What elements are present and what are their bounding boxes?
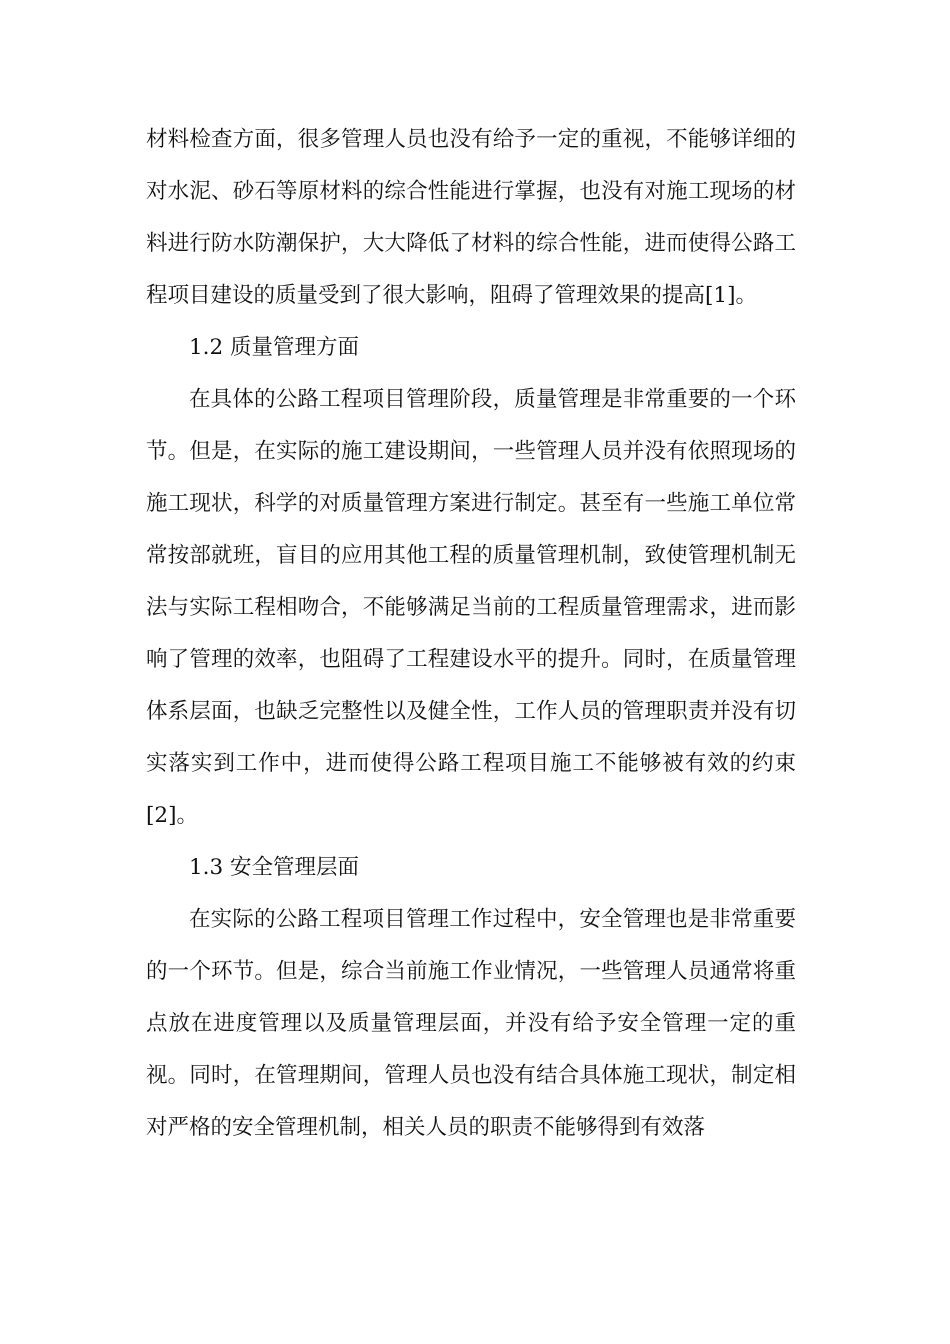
section-heading-safety-management: 1.3 安全管理层面 <box>189 855 360 880</box>
paragraph-quality-management: 在具体的公路工程项目管理阶段，质量管理是非常重要的一个环节。但是，在实际的施工建设期间，一些管理人员并没有依照现场的施工现状，科学的对质量管理方案进行制定。甚至有一些施工单位常常按部就班，盲目的应用其他工程的质量管理机制，致使管理机制无法与实际工程相吻合，不能够满足当前的工程质量管理需求，进而影响了管理的效率，也阻碍了工程建设水平的提升。同时，在质量管理体系层面，也缺乏完整性以及健全性，工作人员的管理职责并没有切实落实到工作中，进而使得公路工程项目施工不能够被有效的约束[2]。 <box>146 387 796 828</box>
paragraph-safety-management: 在实际的公路工程项目管理工作过程中，安全管理也是非常重要的一个环节。但是，综合当前施工作业情况，一些管理人员通常将重点放在进度管理以及质量管理层面，并没有给予安全管理一定的重视。同时，在管理期间，管理人员也没有结合具体施工现状，制定相对严格的安全管理机制，相关人员的职责不能够得到有效落 <box>146 907 796 1140</box>
section-heading-quality-management: 1.2 质量管理方面 <box>189 335 360 360</box>
document-page <box>146 114 796 1154</box>
paragraph-material-inspection: 材料检查方面，很多管理人员也没有给予一定的重视，不能够详细的对水泥、砂石等原材料的综合性能进行掌握，也没有对施工现场的材料进行防水防潮保护，大大降低了材料的综合性能，进而使得公路工程项目建设的质量受到了很大影响，阻碍了管理效果的提高[1]。 <box>146 127 796 308</box>
